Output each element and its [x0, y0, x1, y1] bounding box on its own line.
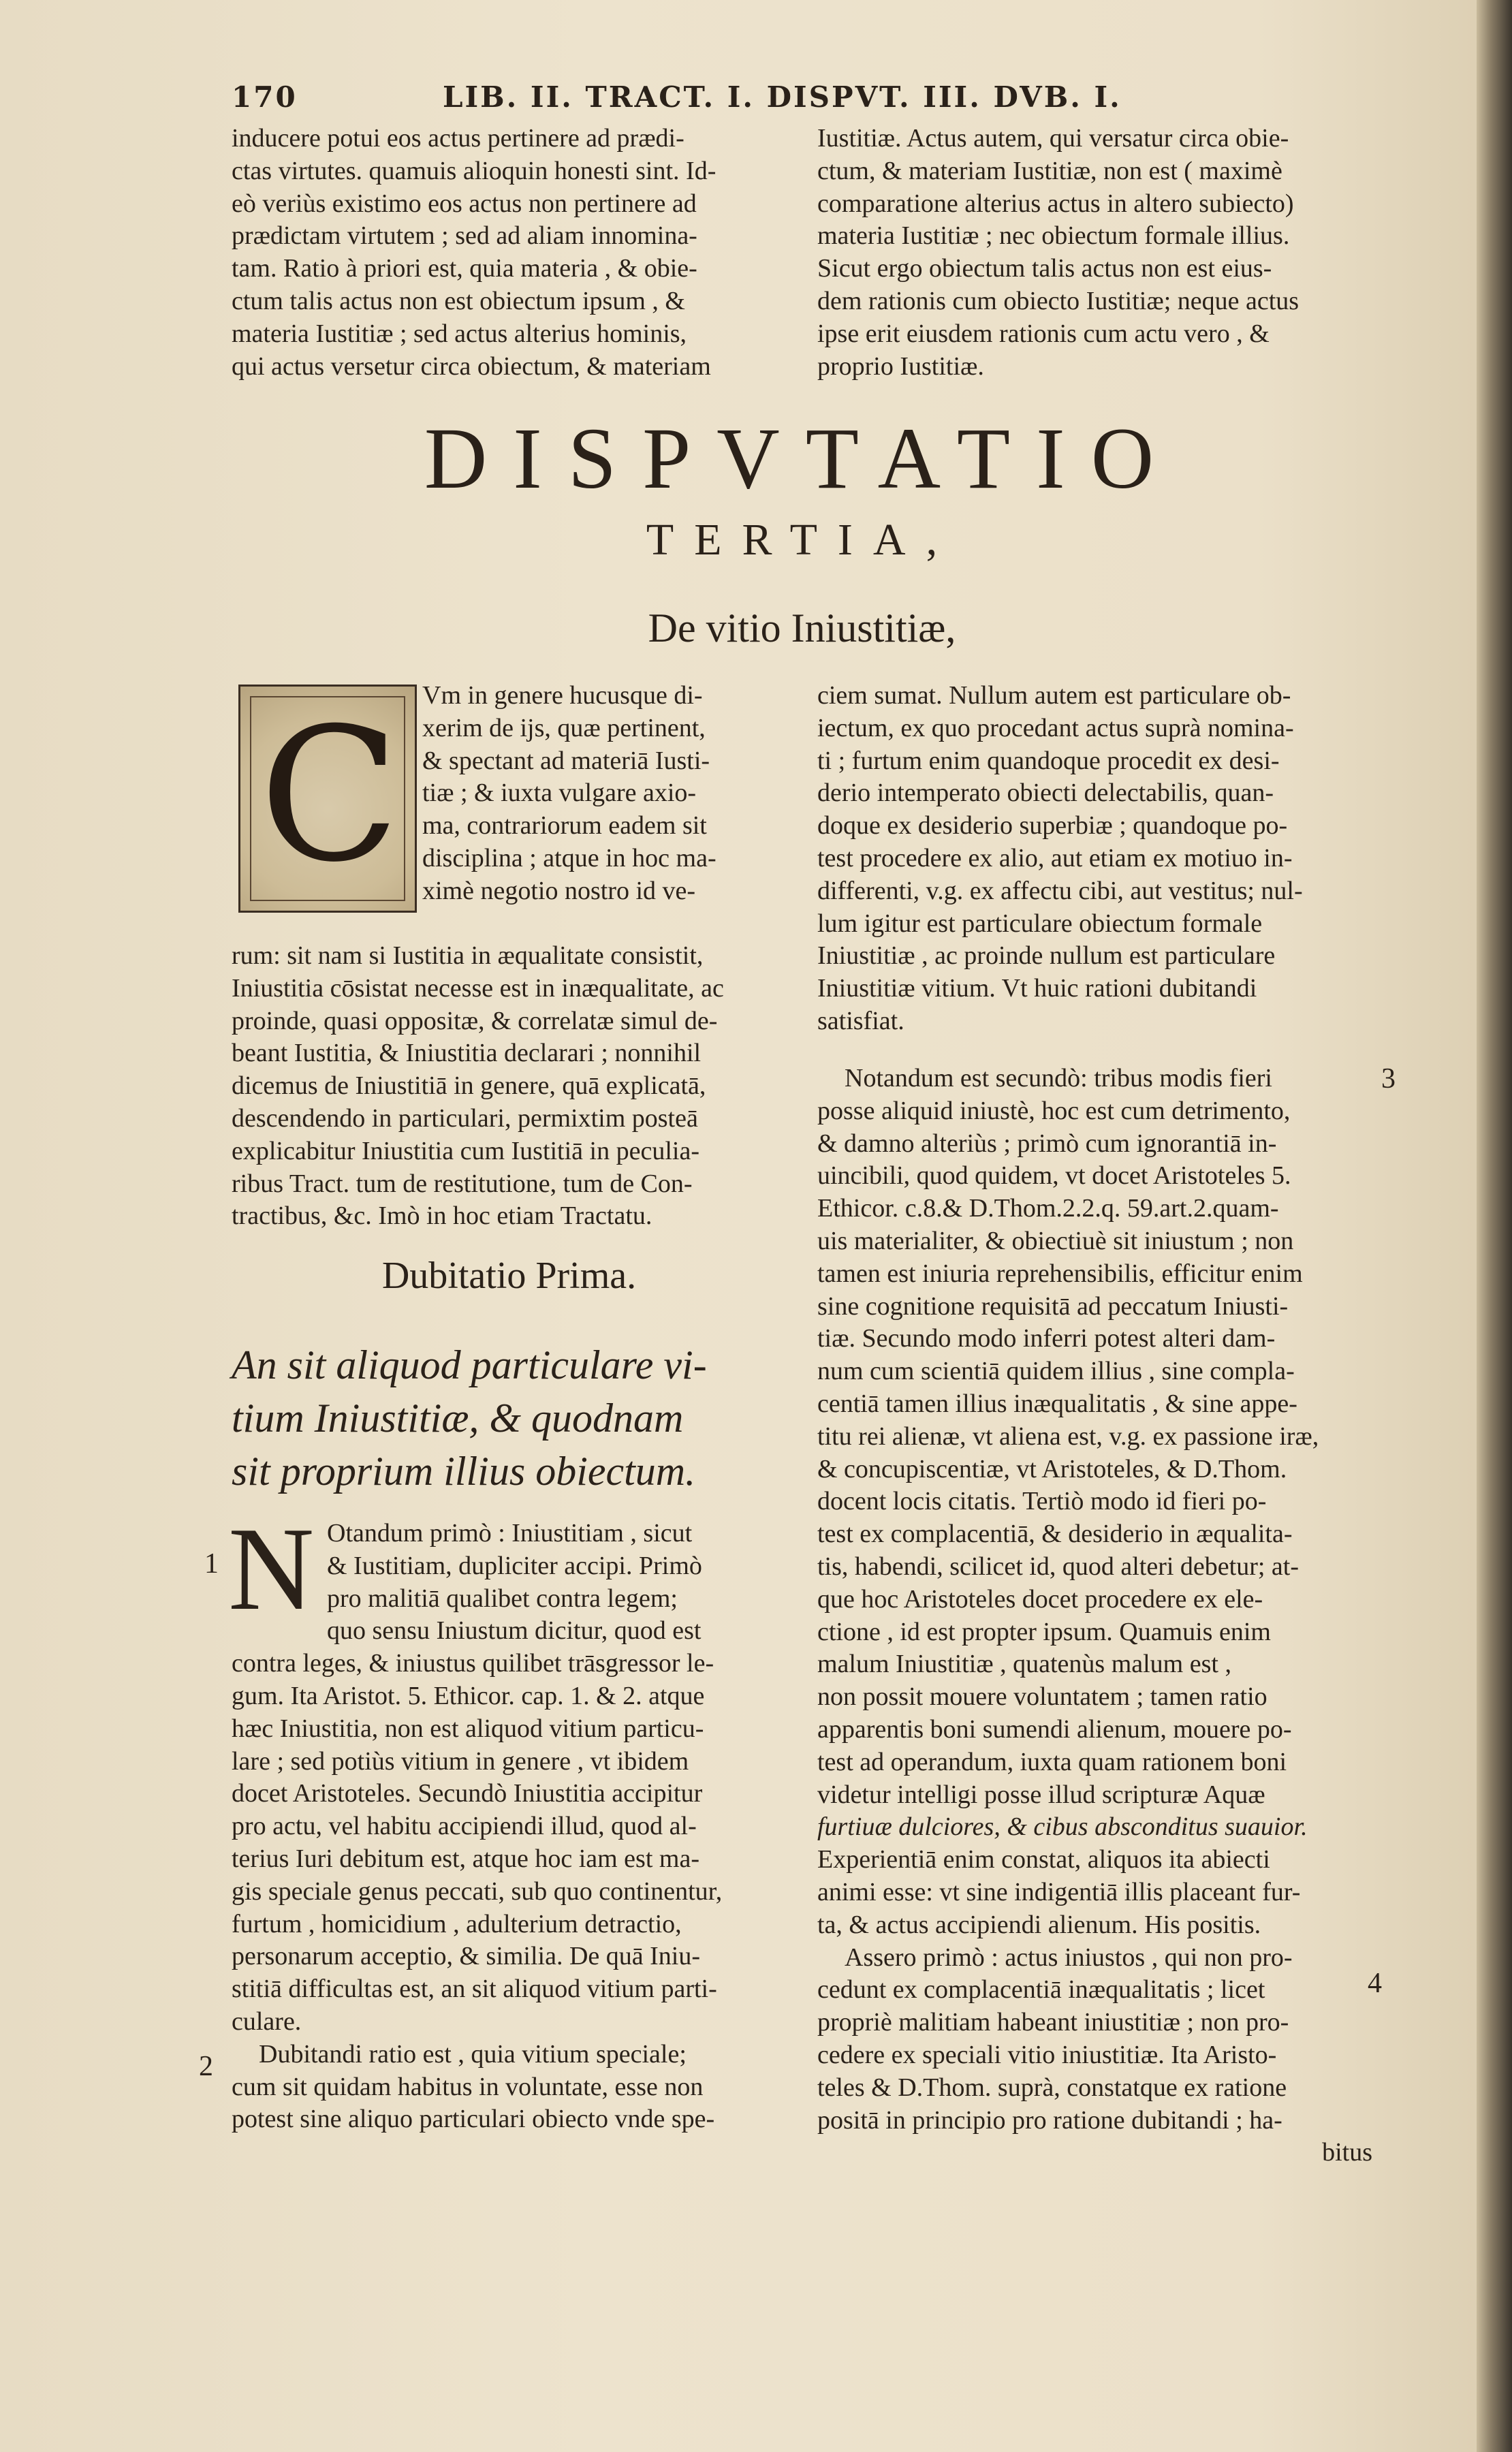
text-line: hæc Iniustitia, non est aliquod vitium particu- [232, 1714, 704, 1743]
text-line: ximè negotio nostro id ve- [422, 876, 696, 905]
book-gutter-edge [1477, 0, 1512, 2452]
text-line: tiæ ; & iuxta vulgare axio- [422, 779, 697, 808]
section-1-text [232, 1518, 787, 2136]
text-line: tiæ. Secundo modo inferri potest alteri dam- [817, 1324, 1276, 1353]
text-line: proprio Iustitiæ. [817, 351, 984, 381]
text-line: contra leges, & iniustus quilibet trāsgressor le- [232, 1649, 714, 1678]
text-line: differenti, v.g. ex affectu cibi, aut vestitus; nul- [817, 876, 1303, 905]
text-line: & spectant ad materiā Iusti- [422, 746, 710, 775]
text-line: Ethicor. c.8.& D.Thom.2.2.q. 59.art.2.quam- [817, 1194, 1279, 1223]
text-line: lum igitur est particulare obiectum formale [817, 909, 1263, 938]
text-line: satisfiat. [817, 1006, 904, 1035]
text-line: cum sit quidam habitus in voluntate, esse non [232, 2072, 704, 2101]
text-line: Otandum primò : Iniustitiam , sicut [327, 1519, 693, 1547]
decorated-initial [238, 685, 417, 913]
text-line: terius Iuri debitum est, atque hoc iam est ma- [232, 1844, 699, 1873]
catchword: bitus [1322, 2138, 1372, 2167]
text-line: positā in principio pro ratione dubitandi ; ha- [817, 2105, 1282, 2135]
text-line: Iniustitiæ , ac proinde nullum est particulare [817, 941, 1276, 971]
text-line: Vm in genere hucusque di- [422, 681, 703, 710]
text-line: uis materialiter, & obiectiuè sit iniustum ; non [817, 1226, 1294, 1255]
text-line: posse aliquid iniustè, hoc est cum detrimento, [817, 1096, 1291, 1125]
text-line: culare. [232, 2007, 302, 2036]
text-line: sine cognitione requisitā ad peccatum Iniusti- [817, 1291, 1289, 1321]
question-line: sit proprium illius obiectum. [232, 1449, 696, 1494]
top-left-column [232, 123, 787, 383]
text-line: descendendo in particulari, permixtim posteā [232, 1103, 698, 1133]
text-line: ctas virtutes. quamuis alioquin honesti sint. Id- [232, 156, 716, 185]
text-line: derio intemperato obiecti delectabilis, quan- [817, 779, 1274, 808]
text-line: inducere potui eos actus pertinere ad prædi- [232, 124, 684, 153]
text-line: materia Iustitiæ ; nec obiectum formale illius. [817, 221, 1290, 251]
disputation-heading: DISPVTATIO [424, 410, 1180, 507]
text-line: tractibus, &c. Imò in hoc etiam Tractatu. [232, 1201, 652, 1231]
text-line: Dubitandi ratio est , quia vitium speciale; [259, 2039, 687, 2069]
text-line: ctum, & materiam Iustitiæ, non est ( maximè [817, 156, 1282, 185]
text-line: explicabitur Iniustitia cum Iustitiā in peculia- [232, 1136, 699, 1165]
text-line: videtur intelligi posse illud scripturæ Aquæ [817, 1780, 1265, 1809]
text-line: ciem sumat. Nullum autem est particulare ob- [817, 681, 1291, 710]
text-line: Iustitiæ. Actus autem, qui versatur circa obie- [817, 124, 1289, 153]
text-line: gum. Ita Aristot. 5. Ethicor. cap. 1. & 2. atque [232, 1681, 705, 1710]
text-line: rum: sit nam si Iustitia in æqualitate consistit, [232, 941, 704, 970]
running-head [232, 80, 1349, 121]
text-line: personarum acceptio, & similia. De quā Iniu- [232, 1942, 701, 1971]
initial-letter: C [259, 688, 400, 902]
intro-continued [232, 940, 787, 1233]
text-line: Assero primò : actus iniustos , qui non pro- [845, 1943, 1293, 1972]
text-line: docent locis citatis. Tertiò modo id fieri po- [817, 1487, 1267, 1516]
text-line: tamen est iniuria reprehensibilis, efficitur enim [817, 1259, 1303, 1288]
text-line: tam. Ratio à priori est, quia materia , & obie- [232, 254, 697, 283]
text-line: pro actu, vel habitu accipiendi illud, quod al- [232, 1812, 697, 1841]
text-line: eò veriùs existimo eos actus non pertinere ad [232, 189, 697, 218]
text-line: tis, habendi, scilicet id, quod alteri debetur; at- [817, 1552, 1300, 1581]
text-line: non possit mouere voluntatem ; tamen ratio [817, 1682, 1267, 1712]
text-line: Experientiā enim constat, aliquos ita abiecti [817, 1845, 1270, 1874]
text-line: uincibili, quod quidem, vt docet Aristoteles 5. [817, 1161, 1291, 1191]
margin-number-2: 2 [199, 2051, 213, 2082]
text-line: xerim de ijs, quæ pertinent, [422, 713, 706, 742]
text-line: furtiuæ dulciores, & cibus absconditus suauior. [817, 1812, 1308, 1842]
text-line: Iniustitia cōsistat necesse est in inæqualitate, ac [232, 973, 724, 1003]
margin-number-1: 1 [204, 1548, 219, 1579]
dubitatio-title: Dubitatio Prima. [381, 1255, 637, 1297]
text-line: dicemus de Iniustitiā in genere, quā explicatā, [232, 1071, 706, 1101]
text-line: proinde, quasi oppositæ, & correlatæ simul de- [232, 1006, 718, 1035]
text-line: ctione , id est propter ipsum. Quamuis enim [817, 1617, 1271, 1646]
text-line: ti ; furtum enim quandoque procedit ex desi- [817, 746, 1280, 775]
text-line: malum Iniustitiæ , quatenùs malum est , [817, 1650, 1231, 1679]
intro-beside-initial [422, 680, 787, 908]
text-line: cedunt ex complacentiā inæqualitatis ; licet [817, 1975, 1265, 2005]
disputation-subheading: TERTIA, [646, 515, 958, 565]
text-line: pro malitiā qualibet contra legem; [327, 1584, 678, 1613]
text-line: potest sine aliquo particulari obiecto vnde spe- [232, 2105, 715, 2134]
page-number: 170 [232, 80, 298, 114]
margin-number-4: 4 [1368, 1968, 1382, 1999]
margin-number-3: 3 [1381, 1063, 1396, 1095]
text-line: centiā tamen illius inæqualitatis , & sine appe- [817, 1389, 1297, 1418]
text-line: cedere ex speciali vitio iniustitiæ. Ita Aristo- [817, 2040, 1277, 2069]
text-line: doque ex desiderio superbiæ ; quandoque po- [817, 811, 1288, 840]
text-line: Notandum est secundò: tribus modis fieri [845, 1064, 1272, 1093]
text-line: test ex complacentiā, & desiderio in æqualita- [817, 1520, 1293, 1549]
text-line: que hoc Aristoteles docet procedere ex ele- [817, 1584, 1263, 1614]
text-line: test procedere ex alio, aut etiam ex motiuo in- [817, 843, 1293, 873]
text-line: ma, contrariorum eadem sit [422, 811, 707, 840]
running-title: LIB. II. TRACT. I. DISPVT. III. DVB. I. [443, 80, 1122, 114]
disputation-topic: De vitio Iniustitiæ, [648, 606, 956, 650]
dubitatio-question [232, 1338, 787, 1498]
text-line: qui actus versetur circa obiectum, & materiam [232, 351, 711, 381]
question-line: tium Iniustitiæ, & quodnam [232, 1396, 684, 1441]
text-line: materia Iustitiæ ; sed actus alterius hominis, [232, 319, 687, 348]
text-line: disciplina ; atque in hoc ma- [422, 843, 716, 873]
question-line: An sit aliquod particulare vi- [232, 1342, 707, 1387]
text-line: ribus Tract. tum de restitutione, tum de Con- [232, 1169, 693, 1198]
text-line: comparatione alterius actus in altero subiecto) [817, 189, 1294, 218]
text-line: num cum scientiā quidem illius , sine compla- [817, 1357, 1295, 1386]
text-line: prædictam virtutem ; sed ad aliam innomina- [232, 221, 697, 251]
text-line: test ad operandum, iuxta quam rationem boni [817, 1747, 1287, 1776]
text-line: gis speciale genus peccati, sub quo continentur, [232, 1876, 723, 1906]
text-line: quo sensu Iniustum dicitur, quod est [327, 1616, 702, 1646]
text-line: Iniustitiæ vitium. Vt huic rationi dubitandi [817, 974, 1257, 1003]
right-column-sections [817, 1063, 1372, 2169]
text-line: & Iustitiam, dupliciter accipi. Primò [327, 1551, 702, 1580]
text-line: & damno alteriùs ; primò cum ignorantiā in- [817, 1129, 1277, 1158]
right-column-body [817, 680, 1372, 1038]
text-line: & concupiscentiæ, vt Aristoteles, & D.Thom. [817, 1454, 1287, 1483]
text-line: lare ; sed potiùs vitium in genere , vt ibidem [232, 1746, 689, 1776]
section-initial-letter: N [228, 1503, 315, 1635]
text-line: furtum , homicidium , adulterium detractio, [232, 1909, 682, 1938]
text-line: beant Iustitia, & Iniustitia declarari ; nonnihil [232, 1039, 702, 1068]
text-line: teles & D.Thom. suprà, constatque ex ratione [817, 2073, 1287, 2102]
text-line: titu rei alienæ, vt aliena est, v.g. ex passione iræ, [817, 1421, 1319, 1451]
text-line: dem rationis cum obiecto Iustitiæ; neque actus [817, 286, 1300, 315]
text-line: propriè malitiam habeant iniustitiæ ; non pro- [817, 2008, 1289, 2037]
text-line: ta, & actus accipiendi alienum. His positis. [817, 1910, 1261, 1939]
text-line: Sicut ergo obiectum talis actus non est eius- [817, 254, 1272, 283]
top-right-column [817, 123, 1372, 383]
text-line: ipse erit eiusdem rationis cum actu vero , & [817, 319, 1270, 348]
text-line: ctum talis actus non est obiectum ipsum , & [232, 286, 685, 315]
text-line: apparentis boni sumendi alienum, mouere po- [817, 1714, 1292, 1744]
text-line: docet Aristoteles. Secundò Iniustitia accipitur [232, 1779, 703, 1808]
text-line: stitiā difficultas est, an sit aliquod vitium parti- [232, 1975, 717, 2004]
text-line: animi esse: vt sine indigentiā illis placeant fur- [817, 1877, 1301, 1906]
text-line: iectum, ex quo procedant actus suprà nomina- [817, 713, 1294, 742]
